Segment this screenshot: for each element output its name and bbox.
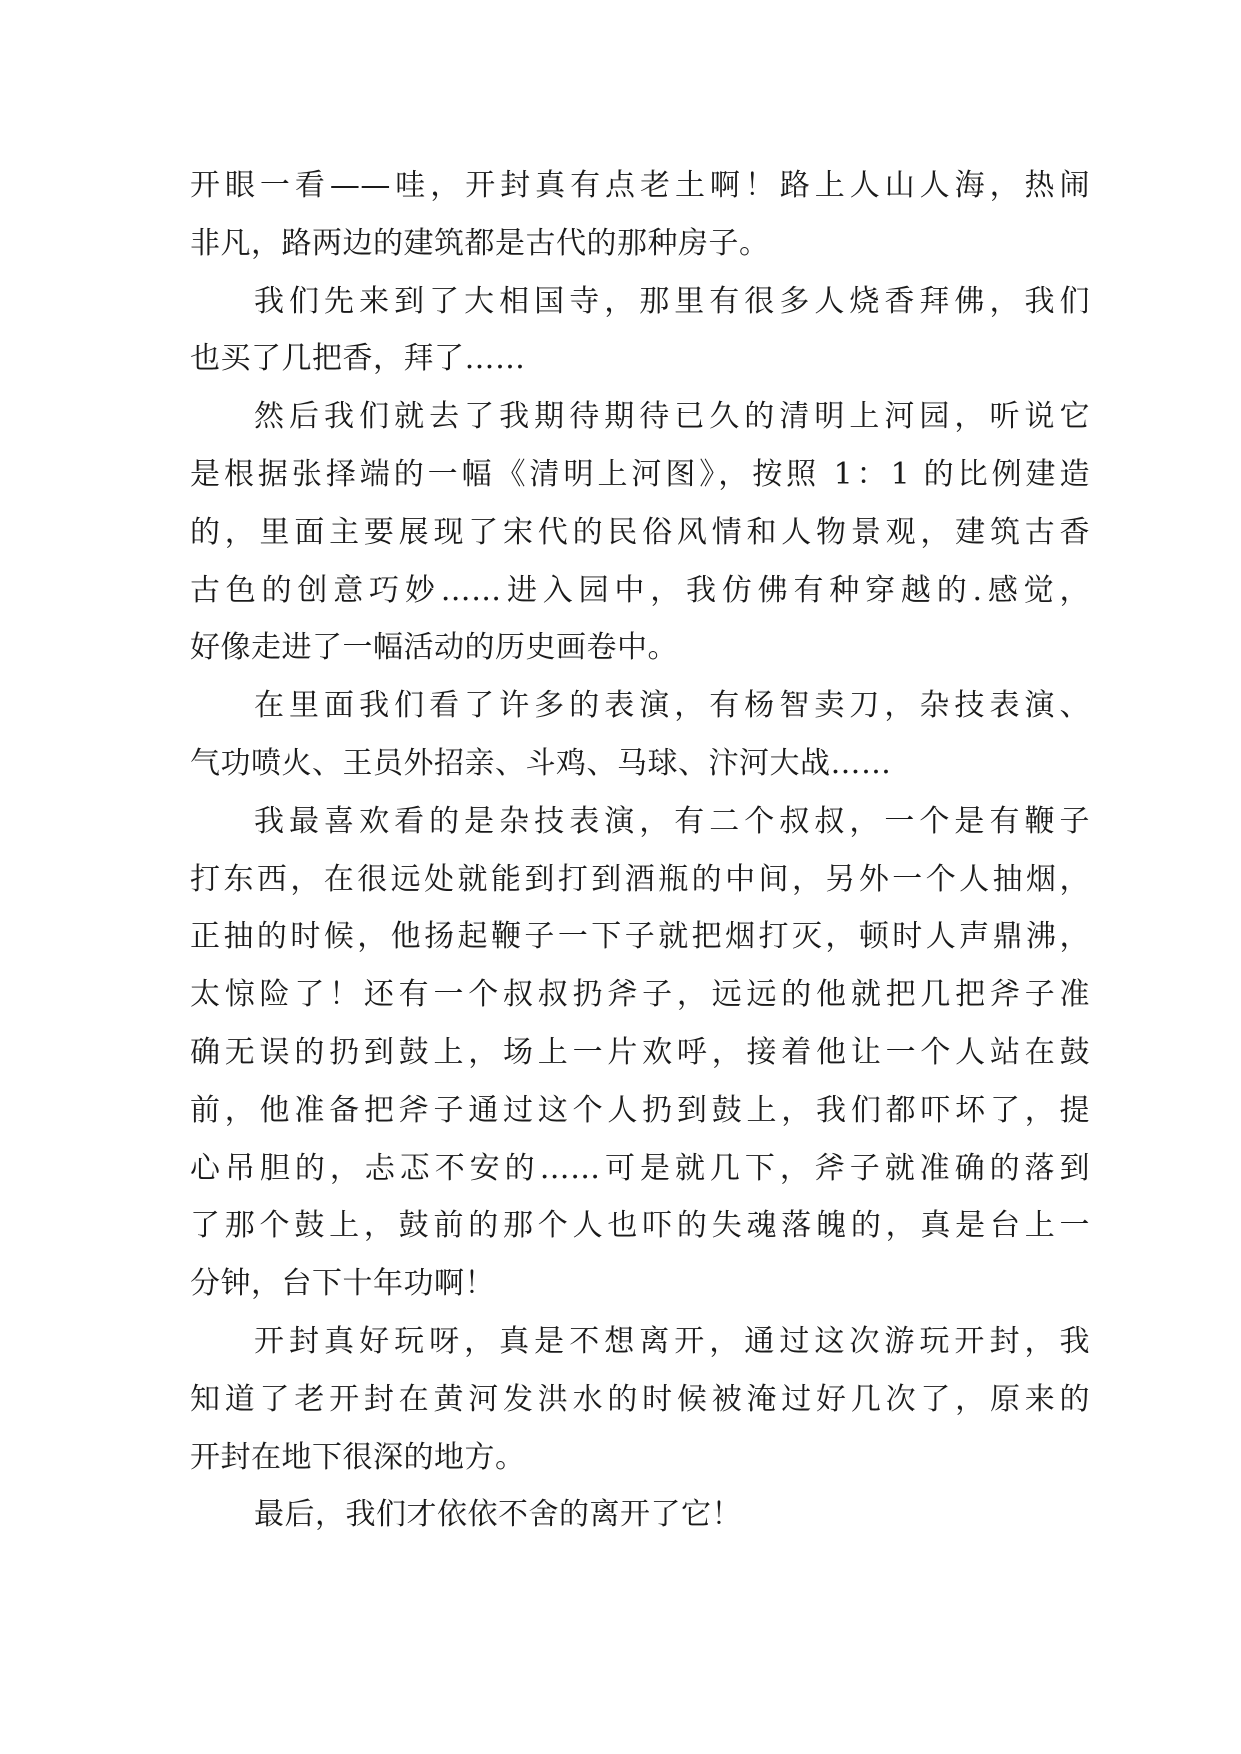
essay-body <box>190 157 1090 1544</box>
text-line: 前，他准备把斧子通过这个人扔到鼓上，我们都吓坏了，提 <box>190 1092 1090 1128</box>
text-line: 最后，我们才依依不舍的离开了它！ <box>254 1497 742 1533</box>
text-line: 打东西，在很远处就能到打到酒瓶的中间，另外一个人抽烟， <box>190 861 1090 897</box>
text-line: 分钟，台下十年功啊！ <box>190 1266 495 1302</box>
text-line: 心吊胆的，忐忑不安的……可是就几下，斧子就准确的落到 <box>190 1150 1090 1186</box>
text-line: 气功喷火、王员外招亲、斗鸡、马球、汴河大战…… <box>190 745 892 781</box>
text-line: 开眼一看——哇，开封真有点老土啊！路上人山人海，热闹 <box>190 168 1090 203</box>
text-line: 我最喜欢看的是杂技表演，有二个叔叔，一个是有鞭子 <box>254 803 1090 839</box>
text-line: 我们先来到了大相国寺，那里有很多人烧香拜佛，我们 <box>254 283 1090 319</box>
text-line: 了那个鼓上，鼓前的那个人也吓的失魂落魄的，真是台上一 <box>190 1208 1090 1244</box>
text-line: 开封真好玩呀，真是不想离开，通过这次游玩开封，我 <box>254 1323 1090 1359</box>
text-line: 确无误的扔到鼓上，场上一片欢呼，接着他让一个人站在鼓 <box>190 1034 1090 1070</box>
text-line: 知道了老开封在黄河发洪水的时候被淹过好几次了，原来的 <box>190 1381 1090 1417</box>
text-line: 古色的创意巧妙……进入园中，我仿佛有种穿越的.感觉， <box>190 572 1090 608</box>
text-line: 的，里面主要展现了宋代的民俗风情和人物景观，建筑古香 <box>190 514 1090 550</box>
text-line: 非凡，路两边的建筑都是古代的那种房子。 <box>190 225 770 261</box>
text-line: 然后我们就去了我期待期待已久的清明上河园，听说它 <box>254 399 1090 435</box>
text-line: 是根据张择端的一幅《清明上河图》，按照 1：1 的比例建造 <box>190 456 1090 492</box>
text-line: 太惊险了！还有一个叔叔扔斧子，远远的他就把几把斧子准 <box>190 977 1090 1013</box>
text-line: 在里面我们看了许多的表演，有杨智卖刀，杂技表演、 <box>254 688 1090 724</box>
text-line: 也买了几把香，拜了…… <box>190 341 526 377</box>
text-line: 好像走进了一幅活动的历史画卷中。 <box>190 630 678 666</box>
text-line: 开封在地下很深的地方。 <box>190 1439 526 1475</box>
text-line: 正抽的时候，他扬起鞭子一下子就把烟打灭，顿时人声鼎沸， <box>190 919 1090 955</box>
